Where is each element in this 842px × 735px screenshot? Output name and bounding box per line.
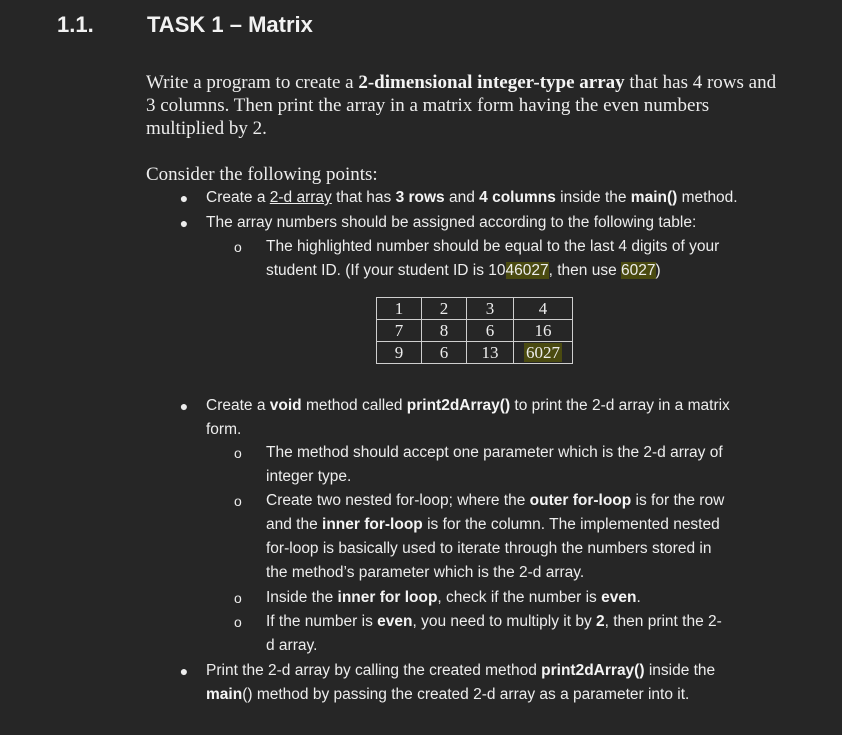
sub-nested-loops: [234, 489, 786, 585]
text: If the number is: [266, 613, 378, 630]
section-number: 1.1.: [57, 12, 94, 37]
text: ): [655, 262, 661, 279]
text-line: [266, 259, 786, 283]
text-line: [266, 610, 786, 634]
table-cell: 9: [377, 342, 422, 364]
table-cell: 1: [377, 298, 422, 320]
text: Create a: [206, 397, 270, 414]
text-line: [266, 513, 786, 537]
bold-main: main(): [630, 189, 678, 206]
text: Create two nested for-loop; where the: [266, 492, 530, 509]
text-line: [206, 659, 796, 683]
bullet-array-numbers: [179, 211, 796, 235]
circle-bullet-icon: o: [234, 590, 242, 606]
text-line: the method’s parameter which is the 2-d array.: [266, 564, 585, 581]
text: The array numbers should be assigned according to the following table:: [206, 214, 697, 231]
bullet-dot-icon: ●: [179, 663, 189, 679]
circle-bullet-icon: o: [234, 445, 242, 461]
text: that has: [331, 189, 396, 206]
text: Create a: [206, 189, 270, 206]
text: method.: [677, 189, 738, 206]
sub-highlighted-number: [234, 235, 786, 283]
table-cell: 16: [514, 320, 573, 342]
section-title: TASK 1 – Matrix: [147, 12, 313, 37]
sub-multiply: [234, 610, 786, 658]
text: and: [444, 189, 480, 206]
sub-check-even: [234, 586, 786, 610]
array-table: [376, 297, 573, 364]
circle-bullet-icon: o: [234, 493, 242, 509]
bold-even: even: [377, 613, 413, 630]
text: , then print the 2-: [604, 613, 722, 630]
bullet-dot-icon: ●: [179, 398, 189, 414]
text: Inside the: [266, 589, 338, 606]
bold-void: void: [269, 397, 302, 414]
text-line: for-loop is basically used to iterate through the numbers stored in: [266, 540, 712, 557]
bullet-dot-icon: ●: [179, 215, 189, 231]
bold-rows: 3 rows: [395, 189, 445, 206]
text-line: [206, 683, 796, 707]
circle-bullet-icon: o: [234, 239, 242, 255]
bold-two: 2: [596, 613, 605, 630]
table-cell: 13: [467, 342, 514, 364]
consider-heading: Consider the following points:: [146, 164, 378, 185]
sub-parameter: [234, 441, 786, 489]
table-row: [377, 298, 573, 320]
text: Print the 2-d array by calling the created method: [206, 662, 542, 679]
bullet-create-array: [179, 186, 796, 210]
table-row: [377, 320, 573, 342]
table-cell: 2: [422, 298, 467, 320]
text-line: form.: [206, 421, 242, 438]
highlighted-value: 6027: [526, 342, 560, 362]
bold-columns: 4 columns: [479, 189, 556, 206]
text: inside the: [555, 189, 631, 206]
intro-text-1: Write a program to create a: [146, 72, 359, 93]
table-cell-highlighted: [514, 342, 573, 364]
table-cell: 6: [467, 320, 514, 342]
text: student ID. (If your student ID is 10: [266, 262, 506, 279]
table-cell: 8: [422, 320, 467, 342]
intro-paragraph: [146, 71, 786, 140]
highlighted-id: 46027: [505, 262, 549, 279]
bold-inner-loop: inner for-loop: [322, 516, 423, 533]
bullet-void-method: [179, 394, 796, 442]
intro-text-2: that has 4 rows and 3 columns. Then print the array in a matrix form having the even numbers multiplied by 2.: [146, 72, 777, 139]
text-line: integer type.: [266, 468, 352, 485]
text: is for the column. The implemented nested: [422, 516, 720, 533]
text-line: [266, 586, 786, 610]
highlighted-digits: 6027: [621, 262, 656, 279]
bold-inner-for: inner for loop: [337, 589, 438, 606]
bullet-dot-icon: ●: [179, 190, 189, 206]
section-heading: [0, 12, 842, 42]
text: , then use: [548, 262, 622, 279]
text-line: The highlighted number should be equal to the last 4 digits of your: [266, 238, 720, 255]
bold-method-name: print2dArray(): [541, 662, 645, 679]
table-cell: 4: [514, 298, 573, 320]
text: , check if the number is: [437, 589, 602, 606]
text: method called: [301, 397, 407, 414]
text: inside the: [644, 662, 716, 679]
text: () method by passing the created 2-d array as a parameter into it.: [242, 686, 690, 703]
text: .: [636, 589, 641, 606]
bold-even: even: [601, 589, 637, 606]
text-line: [206, 394, 796, 418]
table-cell: 3: [467, 298, 514, 320]
circle-bullet-icon: o: [234, 614, 242, 630]
text-line: d array.: [266, 637, 318, 654]
text: , you need to multiply it by: [412, 613, 596, 630]
text-line: [266, 489, 786, 513]
intro-bold: 2-dimensional integer-type array: [358, 72, 625, 93]
bold-method-name: print2dArray(): [406, 397, 511, 414]
text: to print the 2-d array in a matrix: [510, 397, 730, 414]
array-link[interactable]: 2-d array: [269, 189, 332, 206]
bold-main: main: [206, 686, 243, 703]
bullet-print-array: [179, 659, 796, 707]
bold-outer-loop: outer for-loop: [529, 492, 632, 509]
table-cell: 7: [377, 320, 422, 342]
text-line: The method should accept one parameter which is the 2-d array of: [266, 444, 723, 461]
text: is for the row: [631, 492, 725, 509]
table-row: [377, 342, 573, 364]
text: and the: [266, 516, 323, 533]
table-cell: 6: [422, 342, 467, 364]
